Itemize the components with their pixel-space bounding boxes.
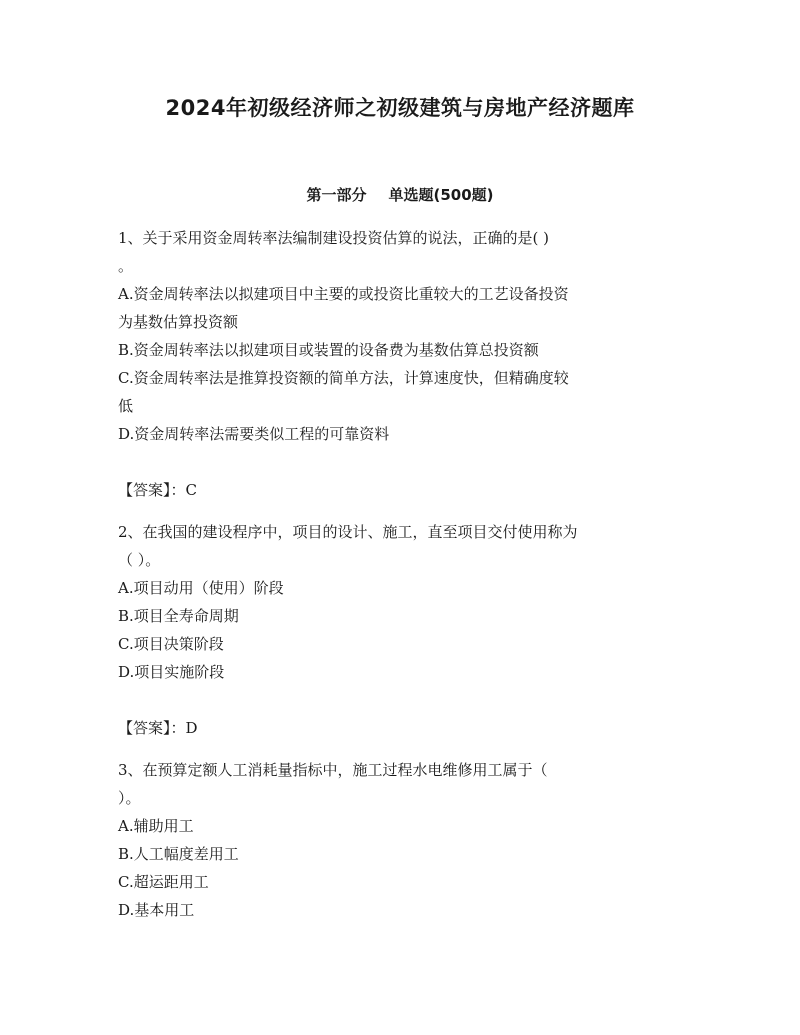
question-list [118,224,684,924]
question-3 [118,756,684,924]
option-d-line: D.基本用工 [118,901,195,919]
question-stem-line: （ ）。 [118,551,161,569]
answer-line [118,476,684,504]
question-1 [118,224,684,504]
question-stem-line: 1、关于采用资金周转率法编制建设投资估算的说法，正确的是( ) [118,229,550,247]
question-stem-line: 3、在预算定额人工消耗量指标中，施工过程水电维修用工属于（ [118,761,548,779]
answer-line [118,714,684,742]
option-a-line: 为基数估算投资额 [118,313,239,331]
question-2 [118,518,684,742]
section-title [0,184,800,205]
option-c-line: 低 [118,397,134,415]
section-part: 第一部分 [306,186,367,204]
document-title: 2024年初级经济师之初级建筑与房地产经济题库 [165,96,635,120]
option-c-line: C.项目决策阶段 [118,635,224,653]
option-d-line: D.项目实施阶段 [118,663,225,681]
question-stem-line: 。 [118,257,134,275]
option-b-line: B.资金周转率法以拟建项目或装置的设备费为基数估算总投资额 [118,341,539,359]
option-a-line: A.资金周转率法以拟建项目中主要的或投资比重较大的工艺设备投资 [118,285,569,303]
question-stem-line: 2、在我国的建设程序中，项目的设计、施工，直至项目交付使用称为 [118,523,578,541]
question-stem-line: ）。 [118,789,141,807]
option-b-line: B.人工幅度差用工 [118,845,239,863]
option-d-line: D.资金周转率法需要类似工程的可靠资料 [118,425,390,443]
option-c-line: C.资金周转率法是推算投资额的简单方法，计算速度快，但精确度较 [118,369,569,387]
option-c-line: C.超运距用工 [118,873,209,891]
answer-value: C [185,481,197,499]
answer-label: 【答案】： [118,481,186,499]
option-a-line: A.辅助用工 [118,817,194,835]
section-name: 单选题(500题) [388,186,494,204]
answer-label: 【答案】： [118,719,186,737]
option-b-line: B.项目全寿命周期 [118,607,239,625]
option-a-line: A.项目动用（使用）阶段 [118,579,284,597]
answer-value: D [185,719,198,737]
